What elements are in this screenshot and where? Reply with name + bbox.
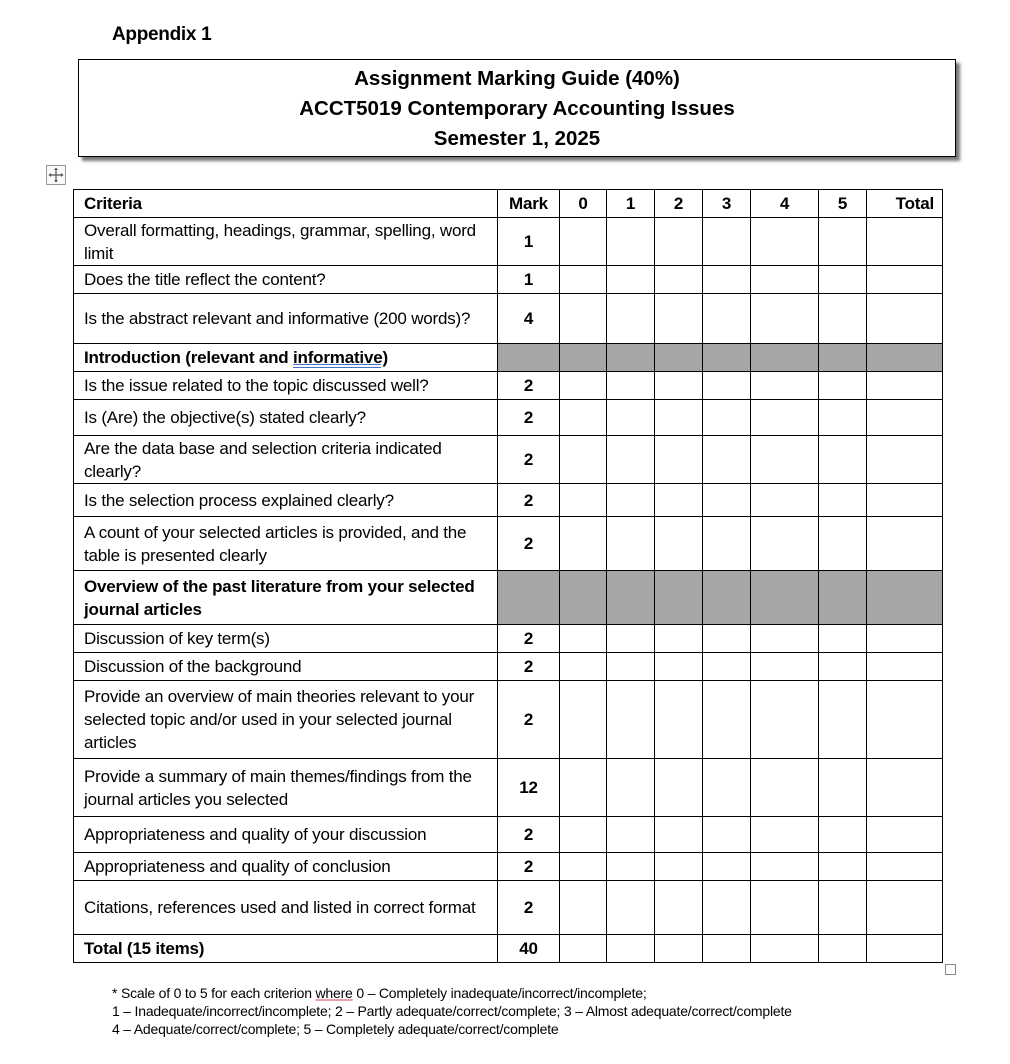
score-cell[interactable] bbox=[751, 881, 819, 935]
score-cell[interactable] bbox=[560, 218, 607, 266]
criteria-cell: Overall formatting, headings, grammar, spelling, word limit bbox=[74, 218, 498, 266]
section-row-literature bbox=[74, 571, 943, 625]
total-cell[interactable] bbox=[867, 817, 943, 853]
criteria-cell: Is (Are) the objective(s) stated clearly? bbox=[74, 400, 498, 436]
score-cell[interactable] bbox=[819, 759, 867, 817]
score-cell[interactable] bbox=[703, 436, 751, 484]
score-cell[interactable] bbox=[751, 681, 819, 759]
score-cell[interactable] bbox=[751, 517, 819, 571]
score-cell[interactable] bbox=[703, 484, 751, 517]
score-cell[interactable] bbox=[560, 853, 607, 881]
score-cell[interactable] bbox=[655, 817, 703, 853]
score-cell[interactable] bbox=[819, 653, 867, 681]
score-cell[interactable] bbox=[751, 400, 819, 436]
score-cell[interactable] bbox=[607, 817, 655, 853]
shaded-cell bbox=[655, 571, 703, 625]
total-cell[interactable] bbox=[867, 881, 943, 935]
score-cell[interactable] bbox=[751, 625, 819, 653]
score-cell[interactable] bbox=[607, 266, 655, 294]
table-row bbox=[74, 400, 943, 436]
header-score-1: 1 bbox=[607, 190, 655, 218]
header-score-0: 0 bbox=[560, 190, 607, 218]
score-cell[interactable] bbox=[607, 853, 655, 881]
shaded-cell bbox=[560, 344, 607, 372]
score-cell[interactable] bbox=[819, 484, 867, 517]
score-cell[interactable] bbox=[751, 484, 819, 517]
score-cell[interactable] bbox=[655, 266, 703, 294]
shaded-cell bbox=[607, 571, 655, 625]
total-cell[interactable] bbox=[867, 294, 943, 344]
mark-cell: 2 bbox=[498, 372, 560, 400]
score-cell[interactable] bbox=[819, 935, 867, 963]
footnote-line-3: 4 – Adequate/correct/complete; 5 – Completely adequate/correct/complete bbox=[112, 1021, 559, 1037]
score-cell[interactable] bbox=[819, 266, 867, 294]
mark-cell: 1 bbox=[498, 266, 560, 294]
score-cell[interactable] bbox=[751, 817, 819, 853]
score-cell[interactable] bbox=[751, 759, 819, 817]
total-cell[interactable] bbox=[867, 400, 943, 436]
score-cell[interactable] bbox=[560, 517, 607, 571]
title-line-3: Semester 1, 2025 bbox=[433, 127, 601, 150]
score-cell[interactable] bbox=[560, 294, 607, 344]
header-score-5: 5 bbox=[819, 190, 867, 218]
score-cell[interactable] bbox=[703, 372, 751, 400]
score-cell[interactable] bbox=[751, 372, 819, 400]
score-cell[interactable] bbox=[607, 372, 655, 400]
score-cell[interactable] bbox=[819, 294, 867, 344]
total-mark: 40 bbox=[498, 935, 560, 963]
shaded-cell bbox=[751, 571, 819, 625]
score-cell[interactable] bbox=[751, 294, 819, 344]
score-cell[interactable] bbox=[655, 935, 703, 963]
header-total: Total bbox=[867, 190, 943, 218]
score-cell[interactable] bbox=[655, 681, 703, 759]
score-cell[interactable] bbox=[607, 218, 655, 266]
score-cell[interactable] bbox=[703, 881, 751, 935]
criteria-cell: Appropriateness and quality of your discussion bbox=[74, 817, 498, 853]
total-cell[interactable] bbox=[867, 935, 943, 963]
total-cell[interactable] bbox=[867, 372, 943, 400]
table-row bbox=[74, 817, 943, 853]
score-cell[interactable] bbox=[703, 759, 751, 817]
score-cell[interactable] bbox=[819, 436, 867, 484]
table-row bbox=[74, 625, 943, 653]
score-cell[interactable] bbox=[655, 517, 703, 571]
title-line-1: Assignment Marking Guide (40%) bbox=[354, 67, 680, 90]
appendix-label: Appendix 1 bbox=[112, 24, 212, 45]
score-cell[interactable] bbox=[607, 517, 655, 571]
total-cell[interactable] bbox=[867, 436, 943, 484]
table-row bbox=[74, 484, 943, 517]
table-row bbox=[74, 681, 943, 759]
score-cell[interactable] bbox=[607, 436, 655, 484]
table-row bbox=[74, 517, 943, 571]
score-cell[interactable] bbox=[607, 625, 655, 653]
total-cell[interactable] bbox=[867, 853, 943, 881]
shaded-cell bbox=[498, 571, 560, 625]
criteria-cell: Discussion of key term(s) bbox=[74, 625, 498, 653]
header-score-4: 4 bbox=[751, 190, 819, 218]
mark-cell: 2 bbox=[498, 853, 560, 881]
total-cell[interactable] bbox=[867, 653, 943, 681]
score-cell[interactable] bbox=[819, 218, 867, 266]
marking-guide-table bbox=[73, 189, 943, 963]
score-cell[interactable] bbox=[560, 681, 607, 759]
score-cell[interactable] bbox=[703, 817, 751, 853]
score-cell[interactable] bbox=[655, 853, 703, 881]
score-cell[interactable] bbox=[703, 935, 751, 963]
score-cell[interactable] bbox=[703, 400, 751, 436]
score-cell[interactable] bbox=[607, 681, 655, 759]
header-score-2: 2 bbox=[655, 190, 703, 218]
shaded-cell bbox=[560, 571, 607, 625]
score-cell[interactable] bbox=[655, 484, 703, 517]
footnote-line-1 bbox=[112, 984, 792, 1002]
footnote-line-2: 1 – Inadequate/incorrect/incomplete; 2 – Partly adequate/correct/complete; 3 – Almost adequate/correct/complete bbox=[112, 1003, 792, 1019]
total-cell[interactable] bbox=[867, 759, 943, 817]
score-cell[interactable] bbox=[655, 625, 703, 653]
section-title bbox=[74, 344, 498, 372]
score-cell[interactable] bbox=[703, 517, 751, 571]
criteria-cell: Discussion of the background bbox=[74, 653, 498, 681]
table-row bbox=[74, 218, 943, 266]
section-title: Overview of the past literature from your selected journal articles bbox=[74, 571, 498, 625]
table-row bbox=[74, 294, 943, 344]
table-resize-handle[interactable] bbox=[945, 964, 956, 975]
footnote-text: where bbox=[315, 985, 353, 1001]
score-cell[interactable] bbox=[703, 653, 751, 681]
mark-cell: 2 bbox=[498, 881, 560, 935]
score-cell[interactable] bbox=[560, 653, 607, 681]
score-cell[interactable] bbox=[560, 881, 607, 935]
criteria-cell: Appropriateness and quality of conclusion bbox=[74, 853, 498, 881]
score-cell[interactable] bbox=[560, 372, 607, 400]
score-cell[interactable] bbox=[703, 853, 751, 881]
mark-cell: 2 bbox=[498, 625, 560, 653]
score-cell[interactable] bbox=[655, 294, 703, 344]
criteria-cell: A count of your selected articles is provided, and the table is presented clearly bbox=[74, 517, 498, 571]
score-cell[interactable] bbox=[607, 881, 655, 935]
score-cell[interactable] bbox=[655, 400, 703, 436]
score-cell[interactable] bbox=[607, 935, 655, 963]
total-cell[interactable] bbox=[867, 625, 943, 653]
score-cell[interactable] bbox=[703, 218, 751, 266]
score-cell[interactable] bbox=[819, 881, 867, 935]
total-cell[interactable] bbox=[867, 517, 943, 571]
score-cell[interactable] bbox=[560, 484, 607, 517]
shaded-cell bbox=[819, 344, 867, 372]
section-row-introduction bbox=[74, 344, 943, 372]
shaded-cell bbox=[703, 571, 751, 625]
mark-cell: 2 bbox=[498, 436, 560, 484]
score-cell[interactable] bbox=[703, 681, 751, 759]
mark-cell: 4 bbox=[498, 294, 560, 344]
mark-cell: 2 bbox=[498, 817, 560, 853]
table-row bbox=[74, 266, 943, 294]
criteria-cell: Is the abstract relevant and informative (200 words)? bbox=[74, 294, 498, 344]
score-cell[interactable] bbox=[560, 400, 607, 436]
shaded-cell bbox=[751, 344, 819, 372]
score-cell[interactable] bbox=[751, 218, 819, 266]
table-row bbox=[74, 759, 943, 817]
score-cell[interactable] bbox=[751, 935, 819, 963]
score-cell[interactable] bbox=[560, 266, 607, 294]
criteria-cell: Is the selection process explained clearly? bbox=[74, 484, 498, 517]
criteria-cell: Is the issue related to the topic discussed well? bbox=[74, 372, 498, 400]
shaded-cell bbox=[703, 344, 751, 372]
total-cell[interactable] bbox=[867, 681, 943, 759]
score-cell[interactable] bbox=[819, 625, 867, 653]
footnote-text: * Scale of 0 to 5 for each criterion bbox=[112, 985, 316, 1001]
mark-cell: 1 bbox=[498, 218, 560, 266]
header-mark: Mark bbox=[498, 190, 560, 218]
score-cell[interactable] bbox=[655, 881, 703, 935]
table-row bbox=[74, 881, 943, 935]
score-cell[interactable] bbox=[819, 853, 867, 881]
table-move-handle-icon[interactable] bbox=[46, 165, 66, 185]
score-cell[interactable] bbox=[560, 935, 607, 963]
score-cell[interactable] bbox=[819, 817, 867, 853]
score-cell[interactable] bbox=[819, 400, 867, 436]
shaded-cell bbox=[867, 571, 943, 625]
score-cell[interactable] bbox=[751, 436, 819, 484]
shaded-cell bbox=[819, 571, 867, 625]
score-cell[interactable] bbox=[819, 517, 867, 571]
shaded-cell bbox=[498, 344, 560, 372]
mark-cell: 2 bbox=[498, 400, 560, 436]
footnote-text: 0 – Completely inadequate/incorrect/incomplete; bbox=[352, 985, 647, 1001]
score-cell[interactable] bbox=[703, 294, 751, 344]
score-cell[interactable] bbox=[703, 625, 751, 653]
score-cell[interactable] bbox=[655, 653, 703, 681]
score-cell[interactable] bbox=[607, 400, 655, 436]
score-cell[interactable] bbox=[655, 218, 703, 266]
criteria-cell: Citations, references used and listed in correct format bbox=[74, 881, 498, 935]
criteria-cell: Provide an overview of main theories relevant to your selected topic and/or used in your selected journal articles bbox=[74, 681, 498, 759]
score-cell[interactable] bbox=[560, 817, 607, 853]
score-cell[interactable] bbox=[607, 653, 655, 681]
score-cell[interactable] bbox=[655, 759, 703, 817]
total-label: Total (15 items) bbox=[74, 935, 498, 963]
title-line-2: ACCT5019 Contemporary Accounting Issues bbox=[299, 97, 735, 120]
mark-cell: 2 bbox=[498, 484, 560, 517]
total-cell[interactable] bbox=[867, 484, 943, 517]
table-header-row bbox=[74, 190, 943, 218]
scale-footnote bbox=[112, 984, 792, 1038]
score-cell[interactable] bbox=[655, 436, 703, 484]
score-cell[interactable] bbox=[819, 681, 867, 759]
score-cell[interactable] bbox=[751, 653, 819, 681]
mark-cell: 12 bbox=[498, 759, 560, 817]
score-cell[interactable] bbox=[607, 484, 655, 517]
table-row bbox=[74, 372, 943, 400]
score-cell[interactable] bbox=[751, 853, 819, 881]
total-cell[interactable] bbox=[867, 218, 943, 266]
score-cell[interactable] bbox=[819, 372, 867, 400]
score-cell[interactable] bbox=[607, 759, 655, 817]
criteria-cell: Provide a summary of main themes/findings from the journal articles you selected bbox=[74, 759, 498, 817]
shaded-cell bbox=[607, 344, 655, 372]
score-cell[interactable] bbox=[655, 372, 703, 400]
section-title-part: Introduction (relevant and bbox=[84, 348, 294, 367]
mark-cell: 2 bbox=[498, 517, 560, 571]
score-cell[interactable] bbox=[560, 436, 607, 484]
table-row bbox=[74, 853, 943, 881]
header-score-3: 3 bbox=[703, 190, 751, 218]
score-cell[interactable] bbox=[703, 266, 751, 294]
shaded-cell bbox=[867, 344, 943, 372]
score-cell[interactable] bbox=[560, 625, 607, 653]
table-row bbox=[74, 653, 943, 681]
shaded-cell bbox=[655, 344, 703, 372]
total-cell[interactable] bbox=[867, 266, 943, 294]
table-total-row bbox=[74, 935, 943, 963]
criteria-cell: Are the data base and selection criteria indicated clearly? bbox=[74, 436, 498, 484]
mark-cell: 2 bbox=[498, 653, 560, 681]
title-box bbox=[78, 59, 956, 157]
table-row bbox=[74, 436, 943, 484]
score-cell[interactable] bbox=[751, 266, 819, 294]
score-cell[interactable] bbox=[607, 294, 655, 344]
mark-cell: 2 bbox=[498, 681, 560, 759]
header-criteria: Criteria bbox=[74, 190, 498, 218]
section-title-part: informative) bbox=[293, 348, 388, 367]
score-cell[interactable] bbox=[560, 759, 607, 817]
criteria-cell: Does the title reflect the content? bbox=[74, 266, 498, 294]
